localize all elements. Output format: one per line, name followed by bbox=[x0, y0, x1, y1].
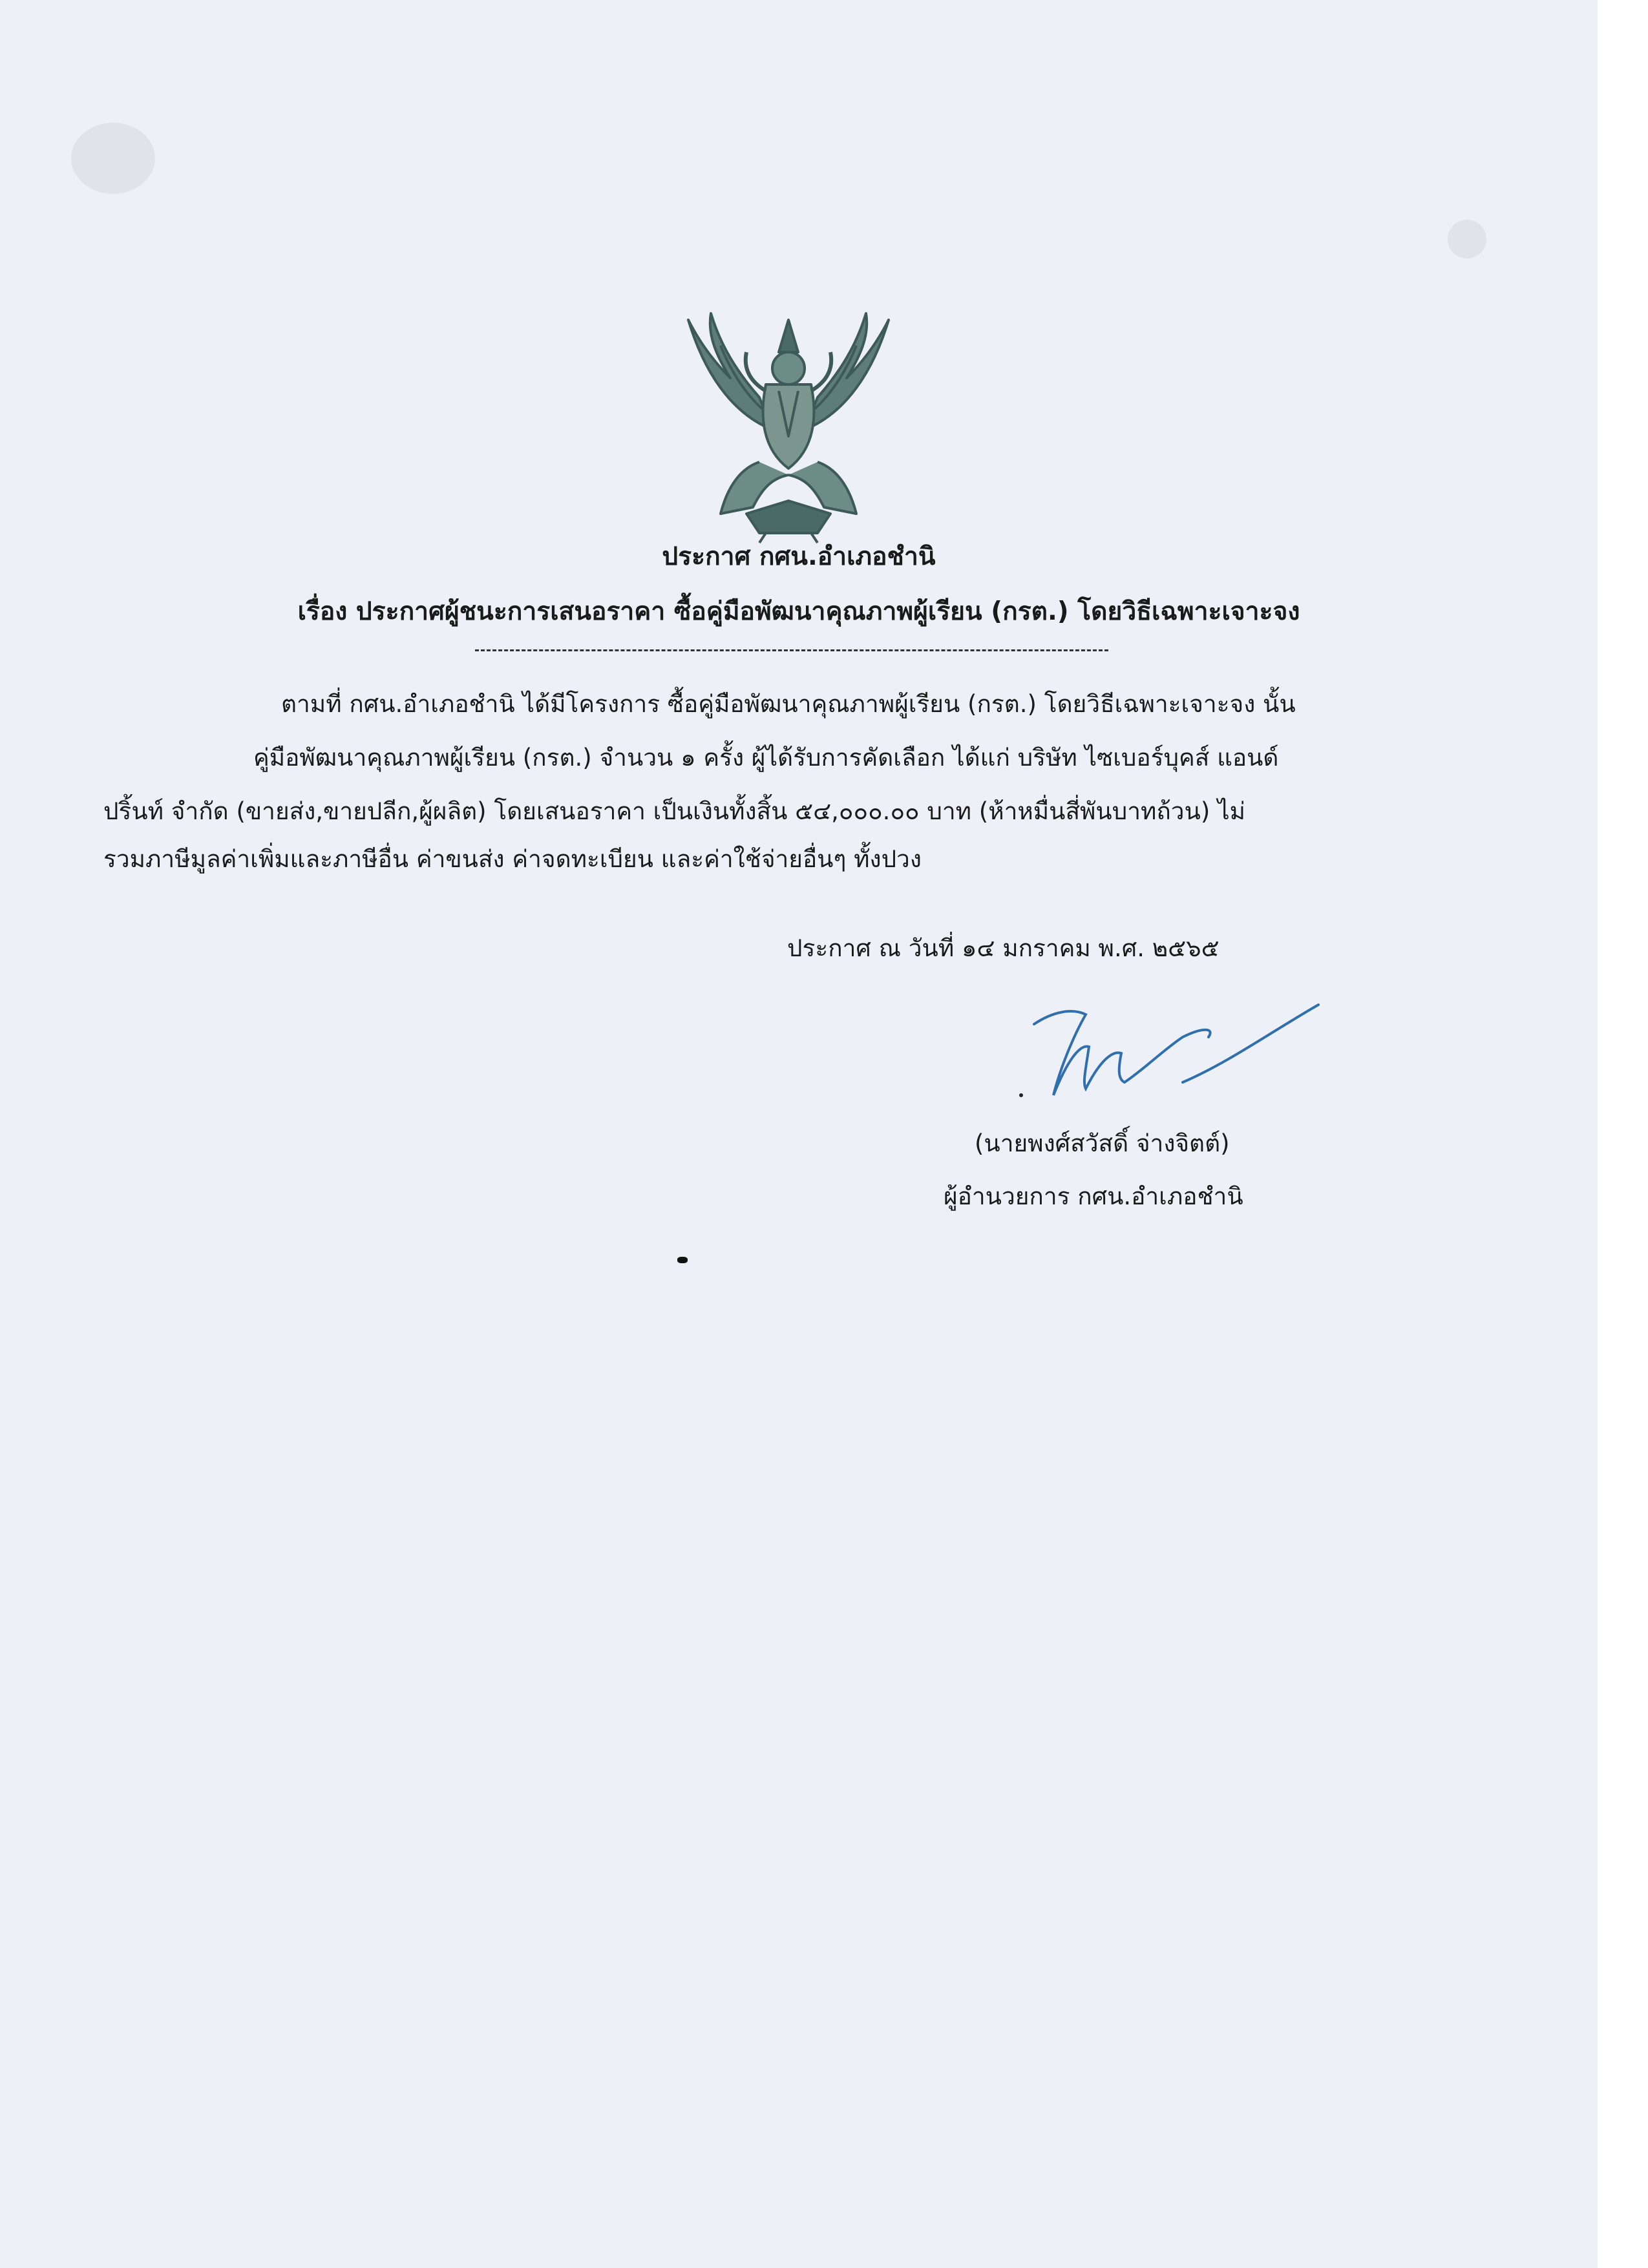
body-line-3: ปริ้นท์ จำกัด (ขายส่ง,ขายปลีก,ผู้ผลิต) โดยเสนอราคา เป็นเงินทั้งสิ้น ๕๔,๐๐๐.๐๐ บาท (ห้าหมื่นสี่พันบาทถ้วน) ไม่ bbox=[103, 797, 1246, 825]
scan-margin bbox=[1598, 0, 1648, 2268]
paper-smudge bbox=[71, 123, 155, 194]
ink-speck bbox=[677, 1257, 688, 1263]
handwritten-signature bbox=[1015, 998, 1325, 1108]
announcement-subject: เรื่อง ประกาศผู้ชนะการเสนอราคา ซื้อคู่มือพัฒนาคุณภาพผู้เรียน (กรต.) โดยวิธีเฉพาะเจาะจง bbox=[297, 597, 1300, 626]
announcement-heading: ประกาศ กศน.อำเภอชำนิ bbox=[662, 542, 936, 571]
body-line-2: คู่มือพัฒนาคุณภาพผู้เรียน (กรต.) จำนวน ๑ ครั้ง ผู้ได้รับการคัดเลือก ได้แก่ บริษัท ไซเบอร์บุคส์ แอนด์ bbox=[253, 744, 1279, 772]
signer-name: (นายพงศ์สวัสดิ์ จ่างจิตต์) bbox=[975, 1129, 1230, 1157]
separator-line bbox=[475, 649, 1108, 651]
signer-position: ผู้อำนวยการ กศน.อำเภอชำนิ bbox=[944, 1182, 1243, 1210]
garuda-emblem-icon bbox=[682, 307, 895, 546]
paper-smudge bbox=[1448, 220, 1486, 258]
announcement-date: ประกาศ ณ วันที่ ๑๔ มกราคม พ.ศ. ๒๕๖๕ bbox=[787, 934, 1220, 962]
body-line-1: ตามที่ กศน.อำเภอชำนิ ได้มีโครงการ ซื้อคู่มือพัฒนาคุณภาพผู้เรียน (กรต.) โดยวิธีเฉพาะเจาะจง นั้น bbox=[281, 690, 1296, 718]
body-line-4: รวมภาษีมูลค่าเพิ่มและภาษีอื่น ค่าขนส่ง ค่าจดทะเบียน และค่าใช้จ่ายอื่นๆ ทั้งปวง bbox=[103, 845, 922, 873]
